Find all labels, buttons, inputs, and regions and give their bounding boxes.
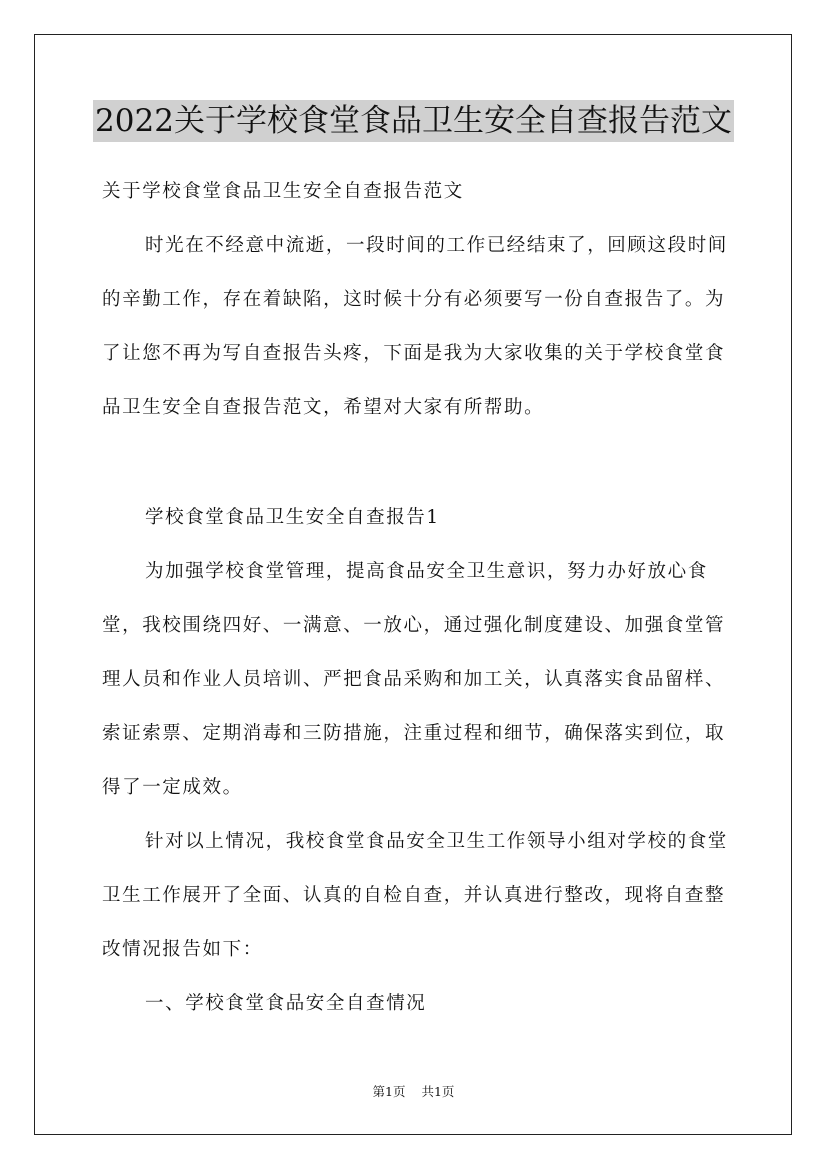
page-footer: [0, 1083, 827, 1101]
intro-paragraph: 时光在不经意中流逝，一段时间的工作已经结束了，回顾这段时间的辛勤工作，存在着缺陷，这时候十分有必须要写一份自查报告了。为了让您不再为写自查报告头疼，下面是我为大家收集的关于学校食堂食品卫生安全自查报告范文，希望对大家有所帮助。: [102, 235, 728, 418]
title-container: [0, 100, 827, 142]
body-paragraph-1: 为加强学校食堂管理，提高食品安全卫生意识，努力办好放心食堂，我校围绕四好、一满意、一放心，通过强化制度建设、加强食堂管理人员和作业人员培训、严把食品采购和加工关，认真落实食品留样、索证索票、定期消毒和三防措施，注重过程和细节，确保落实到位，取得了一定成效。: [102, 561, 726, 798]
document-subtitle: 关于学校食堂食品卫生安全自查报告范文: [102, 181, 464, 202]
subheading-1: 一、学校食堂食品安全自查情况: [145, 993, 427, 1014]
body-paragraph-2: 针对以上情况，我校食堂食品安全卫生工作领导小组对学校的食堂卫生工作展开了全面、认真的自检自查，并认真进行整改，现将自查整改情况报告如下：: [102, 831, 728, 960]
document-title: 2022关于学校食堂食品卫生安全自查报告范文: [93, 100, 734, 142]
page-number-current: 第1页: [372, 1084, 406, 1099]
section-heading: 学校食堂食品卫生安全自查报告1: [145, 507, 440, 528]
page-number-total: 共1页: [421, 1084, 455, 1099]
